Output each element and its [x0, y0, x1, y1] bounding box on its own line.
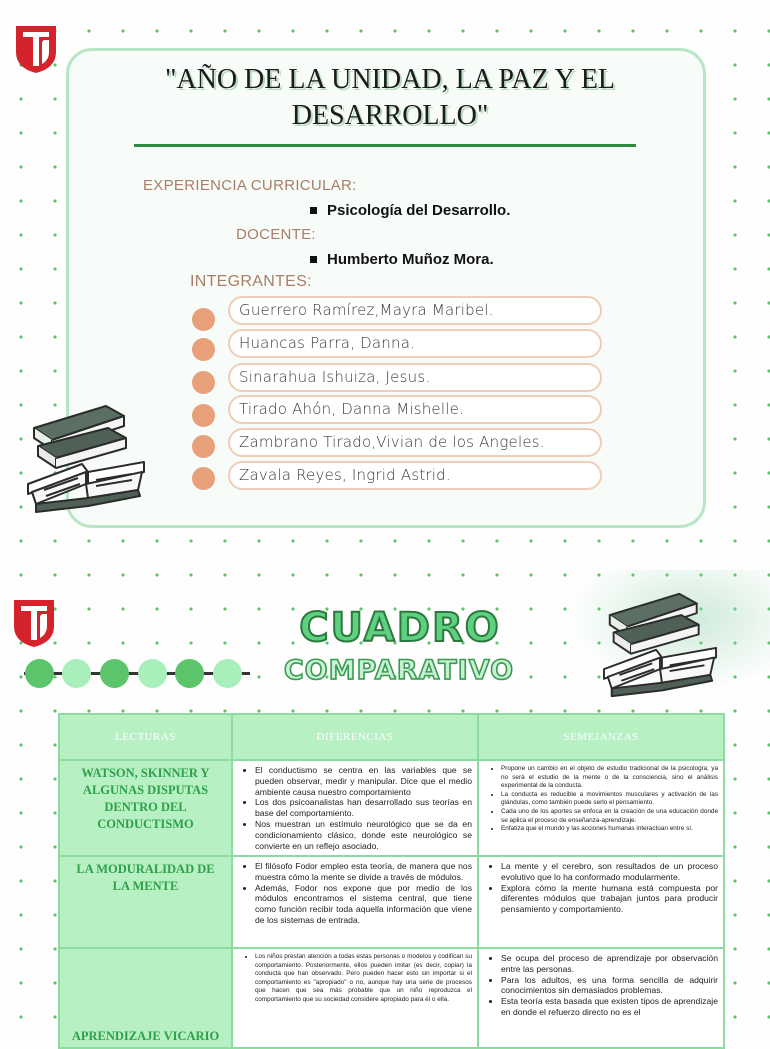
bullet-icon — [310, 207, 317, 214]
comparison-table — [58, 713, 725, 1049]
differences-cell — [232, 760, 478, 856]
bullet-icon — [310, 256, 317, 263]
section-subtitle: COMPARATIVO — [283, 655, 515, 686]
row-reading-title: LA MODURALIDAD DE LA MENTE — [59, 856, 232, 948]
course-label: EXPERIENCIA CURRICULAR: — [143, 177, 357, 194]
list-item: • Cada uno de los aportes se enfoca en la creación de una educación donde se aplica el proceso de enseñanza-aprendizaje. — [501, 808, 718, 825]
decorative-circle — [62, 659, 91, 688]
university-logo-icon — [14, 22, 58, 74]
decorative-circle — [175, 659, 204, 688]
course-value: Psicología del Desarrollo. — [327, 202, 511, 219]
teacher-value-line — [310, 251, 494, 268]
member-bullet — [192, 467, 215, 490]
list-item: • La mente y el cerebro, son resultados de un proceso evolutivo que lo ha conformado modularmente. — [501, 861, 718, 883]
similarities-cell — [478, 948, 724, 1048]
member-bullet — [192, 338, 215, 361]
list-item: • La conducta es reducible a movimientos musculares y activación de las glándulas, como también puede serlo el pensamiento. — [501, 791, 718, 808]
decorative-circle — [138, 659, 167, 688]
list-item: • Esta teoría esta basada que existen tipos de aprendizaje en donde el refuerzo directo no es el — [501, 996, 718, 1018]
page-title: "AÑO DE LA UNIDAD, LA PAZ Y EL DESARROLLO" — [164, 64, 616, 131]
course-value-line — [310, 202, 510, 219]
differences-cell — [232, 856, 478, 948]
member-bullet — [192, 308, 215, 331]
stacked-books-icon — [22, 400, 150, 518]
stacked-books-icon — [598, 588, 722, 702]
university-logo-icon — [12, 596, 56, 648]
table-header-row — [59, 714, 724, 760]
section-title: CUADRO — [299, 605, 501, 651]
list-item: • Los dos psicoanalistas han desarrollado sus teorías en base del comportamiento. — [255, 797, 472, 819]
member-bullet — [192, 404, 215, 427]
list-item: • Propone un cambio en el objeto de estudio tradicional de la psicología, ya no será el estudio de la mente o de la consciencia, sino el análisis experimental de la conducta. — [501, 765, 718, 791]
member-bullet — [192, 371, 215, 394]
member-item: Zavala Reyes, Ingrid Astrid. — [228, 461, 602, 490]
list-item: • Nos muestran un estímulo neurológico que se da en condicionamiento clásico, donde este neurológico se convierte en un reflejo asociado. — [255, 819, 472, 851]
list-item: • Los niños prestan atención a todas estas personas o modelos y codifican su comportamiento. Posteriormente, ellos pueden imitar (es decir, copiar) la conducta que han observado. Pero pueden hacer esto sin importar si el comportamiento es "apropiado" o no, aunque hay una serie de procesos que hacen que sea más probable que un niño reproduzca el comportamiento que su sociedad considere apropiado para él o ella. — [255, 953, 472, 1005]
row-reading-title: WATSON, SKINNER Y ALGUNAS DISPUTAS DENTRO DEL CONDUCTISMO — [59, 760, 232, 856]
similarities-cell — [478, 856, 724, 948]
list-item: • El conductismo se centra en las variables que se pueden observar, medir y manipular. Dice que el medio ambiente causa nuestro comportamiento — [255, 765, 472, 797]
decorative-circle — [25, 659, 54, 688]
member-item: Tirado Ahón, Danna Mishelle. — [228, 395, 602, 424]
list-item: • Enfatiza que el mundo y las acciones humanas interactúan entre sí. — [501, 825, 718, 834]
differences-cell — [232, 948, 478, 1048]
member-bullet — [192, 435, 215, 458]
list-item: • El filósofo Fodor empleo esta teoría, de manera que nos muestra cómo la mente se divide a través de módulos. — [255, 861, 472, 883]
similarities-cell — [478, 760, 724, 856]
list-item: • Explora cómo la mente humana está compuesta por diferentes módulos que trabajan juntos para producir pensamiento y comportamiento. — [501, 883, 718, 915]
teacher-label: DOCENTE: — [236, 226, 316, 243]
list-item: • Se ocupa del proceso de aprendizaje por observación entre las personas. — [501, 953, 718, 975]
column-header-differences: DIFERENCIAS — [232, 714, 478, 760]
table-row — [59, 948, 724, 1048]
member-item: Zambrano Tirado,Vivian de los Angeles. — [228, 428, 602, 457]
column-header-similarities: SEMEJANZAS — [478, 714, 724, 760]
column-header-readings: LECTURAS — [59, 714, 232, 760]
teacher-value: Humberto Muñoz Mora. — [327, 251, 494, 268]
title-divider — [134, 144, 636, 147]
decorative-circle — [213, 659, 242, 688]
list-item: • Para los adultos, es una forma sencilla de adquirir conocimientos sin demasiados problemas. — [501, 975, 718, 997]
member-item: Huancas Parra, Danna. — [228, 329, 602, 358]
table-row — [59, 856, 724, 948]
member-item: Guerrero Ramírez,Mayra Maribel. — [228, 296, 602, 325]
members-label: INTEGRANTES: — [190, 273, 312, 290]
list-item: • Además, Fodor nos expone que por medio de los módulos encontramos el sistema central, que tiene como función recibir toda aquella información que viene de los sistemas de entrada. — [255, 883, 472, 926]
row-reading-title: APRENDIZAJE VICARIO — [59, 948, 232, 1048]
decorative-circle — [100, 659, 129, 688]
table-row — [59, 760, 724, 856]
member-item: Sinarahua Ishuiza, Jesus. — [228, 363, 602, 392]
